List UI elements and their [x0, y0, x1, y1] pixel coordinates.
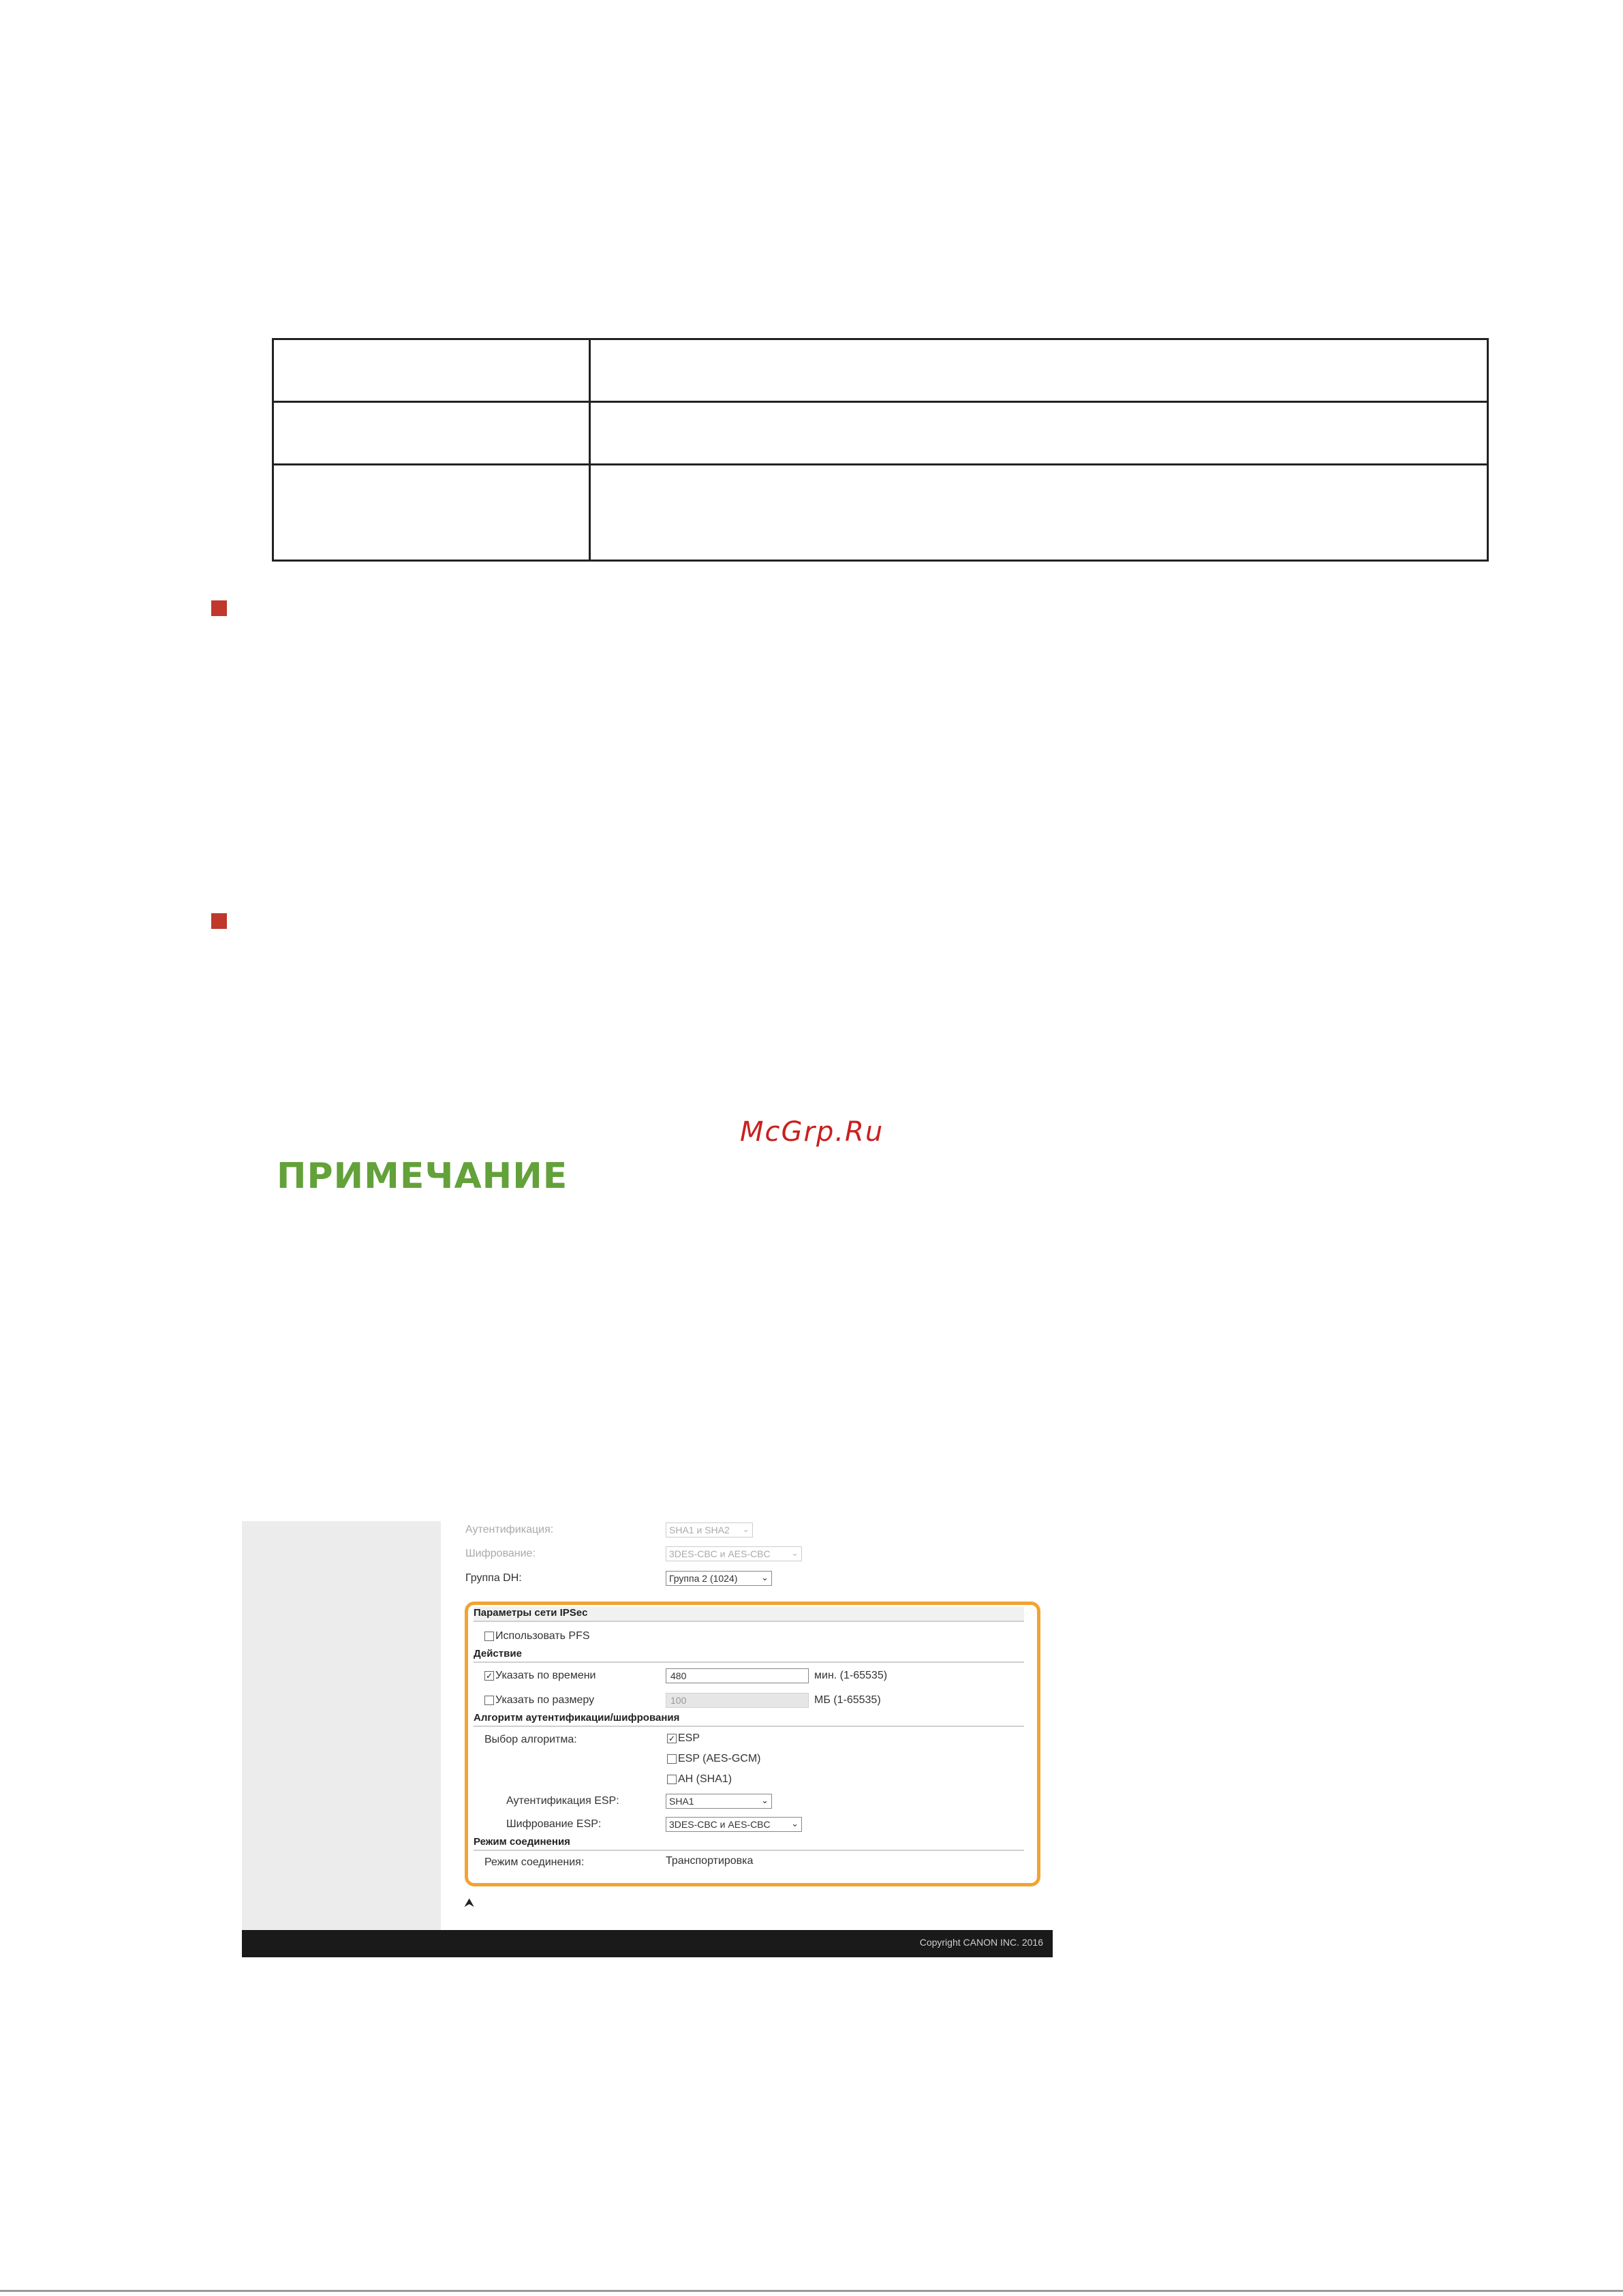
- note-heading: ПРИМЕЧАНИЕ: [277, 1156, 568, 1197]
- use-pfs-label: Использовать PFS: [495, 1630, 590, 1642]
- table-cell: [590, 465, 1488, 561]
- table-cell: [273, 465, 590, 561]
- esp-checkbox[interactable]: ✓: [668, 1734, 676, 1743]
- table-cell: [273, 402, 590, 465]
- chevron-down-icon: ⌄: [742, 1524, 749, 1534]
- screenshot-footer: [242, 1930, 1053, 1957]
- auth-dropdown[interactable]: SHA1 и SHA2 ⌄: [666, 1522, 753, 1537]
- chevron-down-icon: ⌄: [761, 1795, 769, 1805]
- mode-section-title: Режим соединения: [474, 1836, 1024, 1851]
- dh-group-dropdown[interactable]: Группа 2 (1024) ⌄: [666, 1571, 772, 1586]
- highlight-frame: [465, 1602, 1040, 1886]
- esp-label: ESP: [678, 1732, 700, 1744]
- algorithm-select-label: Выбор алгоритма:: [484, 1734, 577, 1745]
- auth-label: Аутентификация:: [465, 1524, 554, 1535]
- copyright-text: Copyright CANON INC. 2016: [919, 1937, 1043, 1948]
- table-cell: [590, 402, 1488, 465]
- chevron-down-icon: ⌄: [761, 1572, 769, 1582]
- esp-aes-gcm-label: ESP (AES-GCM): [678, 1753, 761, 1764]
- by-size-unit: МБ (1-65535): [814, 1694, 881, 1706]
- algorithm-section-title: Алгоритм аутентификации/шифрования: [474, 1712, 1024, 1727]
- screenshot-sidebar: [242, 1521, 441, 1930]
- esp-auth-dropdown[interactable]: SHA1 ⌄: [666, 1794, 772, 1809]
- settings-screenshot: [242, 1521, 1053, 1957]
- table-cell: [590, 339, 1488, 402]
- by-time-input[interactable]: 480: [666, 1668, 809, 1683]
- by-size-input[interactable]: 100: [666, 1693, 809, 1708]
- ipsec-section-title: Параметры сети IPSec: [474, 1607, 1024, 1622]
- by-size-label: Указать по размеру: [495, 1694, 595, 1706]
- chevron-down-icon: ⌄: [791, 1818, 799, 1828]
- by-time-checkbox[interactable]: ✓: [485, 1671, 493, 1681]
- by-time-label: Указать по времени: [495, 1670, 596, 1681]
- parameter-table: [272, 338, 1489, 562]
- mode-value: Транспортировка: [666, 1855, 754, 1867]
- encryption-dropdown[interactable]: 3DES-CBC и AES-CBC ⌄: [666, 1546, 802, 1561]
- mode-label: Режим соединения:: [484, 1856, 585, 1868]
- table-cell: [273, 339, 590, 402]
- encryption-label: Шифрование:: [465, 1548, 536, 1559]
- esp-enc-label: Шифрование ESP:: [506, 1818, 602, 1830]
- section-bullet-icon: [211, 913, 227, 929]
- dh-group-label: Группа DH:: [465, 1572, 522, 1584]
- validity-section-title: Действие: [474, 1648, 1024, 1663]
- chevron-down-icon: ⌄: [791, 1548, 799, 1558]
- section-bullet-icon: [211, 600, 227, 616]
- watermark: McGrp.Ru: [740, 1116, 884, 1148]
- page-bottom-rule: [0, 2290, 1623, 2292]
- by-time-unit: мин. (1-65535): [814, 1670, 888, 1681]
- esp-enc-dropdown[interactable]: 3DES-CBC и AES-CBC ⌄: [666, 1817, 802, 1832]
- ah-sha1-label: AH (SHA1): [678, 1773, 732, 1785]
- esp-auth-label: Аутентификация ESP:: [506, 1795, 619, 1807]
- scroll-top-icon[interactable]: ⮝: [464, 1896, 475, 1910]
